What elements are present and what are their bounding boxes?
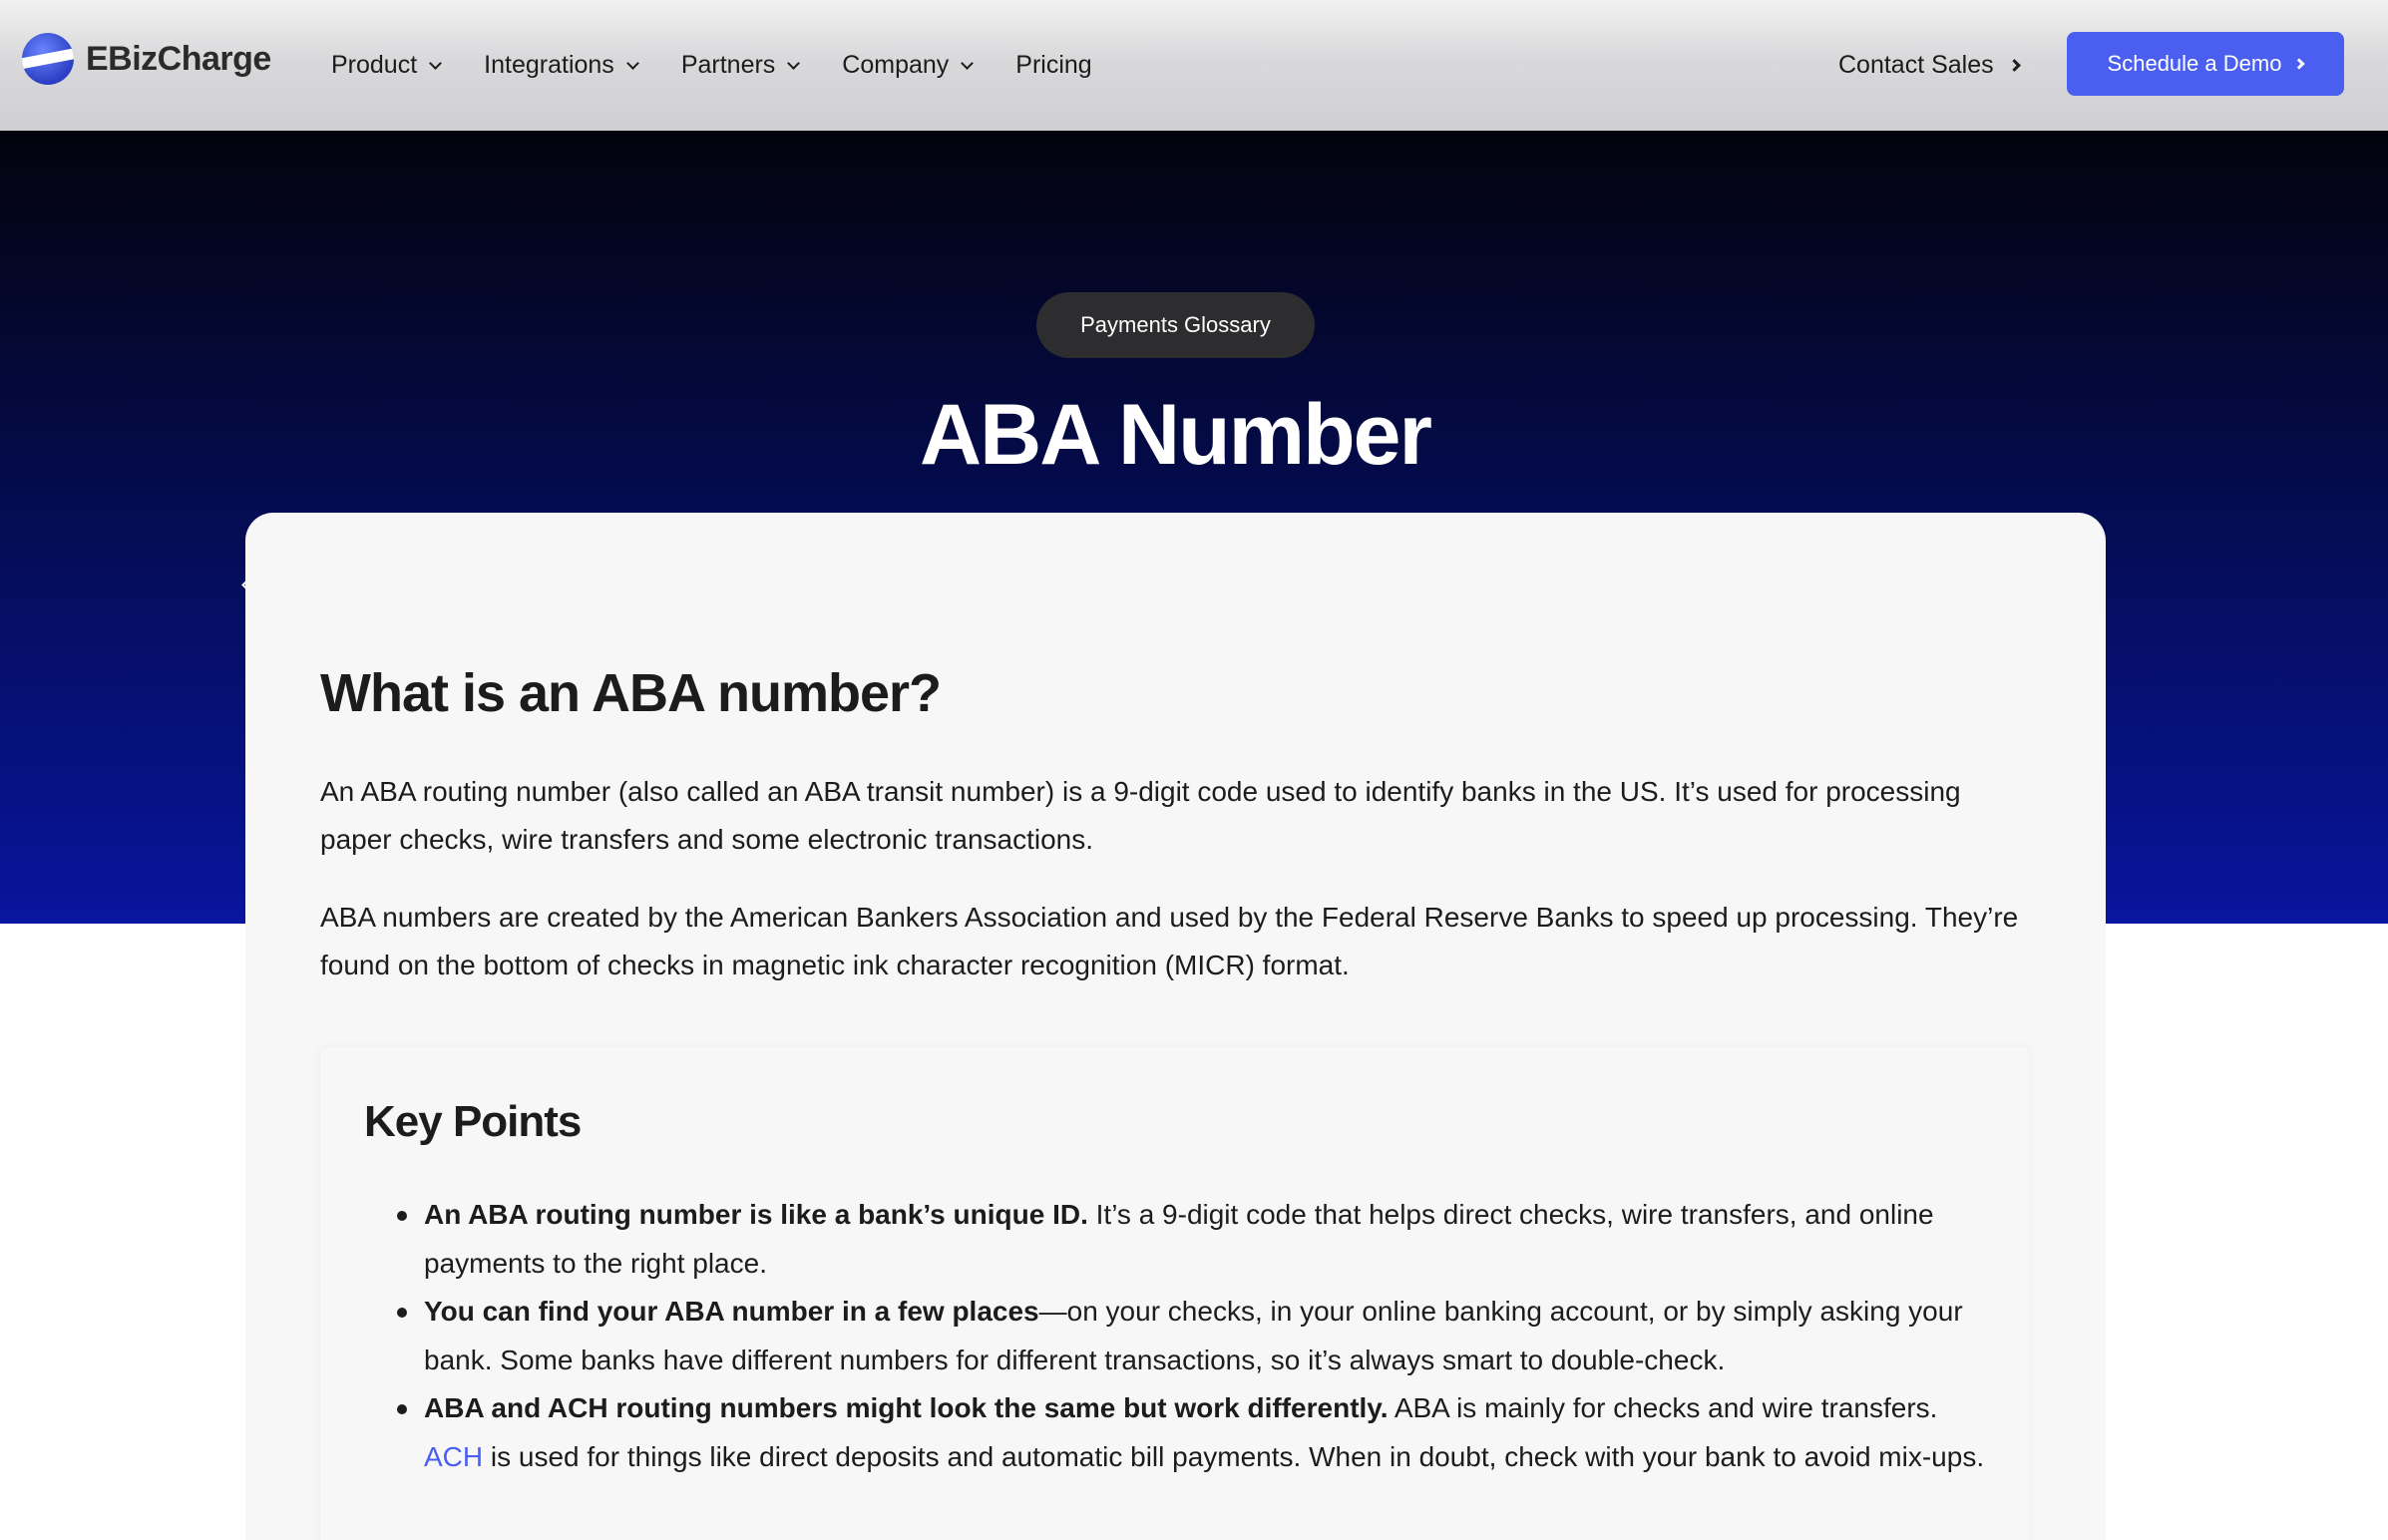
nav-label: Company [842, 51, 950, 79]
main-nav [331, 0, 1136, 131]
nav-integrations[interactable] [484, 51, 637, 80]
ach-link[interactable]: ACH [424, 1440, 484, 1472]
logo-icon [22, 33, 74, 85]
key-point-text: is used for things like direct deposits and automatic bill payments. When in doubt, check with your bank to avoid mix-ups. [483, 1440, 1985, 1472]
glossary-badge[interactable]: Payments Glossary [1036, 292, 1315, 358]
page-title: ABA Number [920, 387, 1430, 483]
key-point-bold: You can find your ABA number in a few places [424, 1296, 1039, 1327]
schedule-demo-button[interactable] [2067, 32, 2344, 96]
key-points-list [424, 1191, 2000, 1481]
contact-sales-label: Contact Sales [1838, 51, 1994, 79]
nav-pricing[interactable] [1015, 51, 1091, 80]
key-point-bold: An ABA routing number is like a bank’s unique ID. [424, 1199, 1088, 1230]
chevron-down-icon [961, 57, 974, 70]
article-heading: What is an ABA number? [320, 663, 942, 723]
key-point-text: It’s a 9-digit code that helps direct checks, wire transfers, and online payments to the right place. [424, 1199, 1934, 1279]
key-point-text: —on your checks, in your online banking account, or by simply asking your bank. Some banks have different numbers for different transactions, so it’s always smart to double-check. [424, 1296, 1963, 1375]
chevron-down-icon [787, 57, 800, 70]
chevron-down-icon [626, 57, 639, 70]
schedule-demo-label: Schedule a Demo [2107, 51, 2282, 76]
contact-sales-link[interactable] [1838, 0, 2019, 131]
key-point-text: ABA is mainly for checks and wire transfers. [1388, 1392, 1938, 1423]
article-paragraph-1: An ABA routing number (also called an ABA transit number) is a 9-digit code used to identify banks in the US. It’s used for processing paper checks, wire transfers and some electronic transactions. [320, 776, 1961, 855]
logo[interactable] [22, 33, 271, 85]
logo-text: EBizCharge [86, 39, 271, 78]
chevron-right-icon [2008, 59, 2021, 72]
key-point-bold: ABA and ACH routing numbers might look the same but work differently. [424, 1392, 1389, 1423]
list-item [424, 1384, 2000, 1481]
list-item [424, 1191, 2000, 1288]
list-item [424, 1288, 2000, 1384]
nav-label: Product [331, 51, 418, 79]
nav-company[interactable] [842, 51, 972, 80]
site-header [0, 0, 2388, 131]
key-points-box [320, 1047, 2029, 1540]
key-points-title: Key Points [364, 1097, 582, 1146]
chevron-right-icon [2294, 58, 2305, 69]
nav-label: Partners [680, 51, 776, 79]
chevron-down-icon [429, 57, 442, 70]
nav-product[interactable] [331, 51, 440, 80]
article-card [245, 513, 2106, 1540]
nav-partners[interactable] [681, 51, 798, 80]
nav-label: Pricing [1015, 51, 1092, 79]
nav-label: Integrations [484, 51, 614, 79]
article-paragraph-2: ABA numbers are created by the American Bankers Association and used by the Federal Reserve Banks to speed up processing. They’re found on the bottom of checks in magnetic ink character recognition (MICR) format. [320, 902, 2019, 980]
